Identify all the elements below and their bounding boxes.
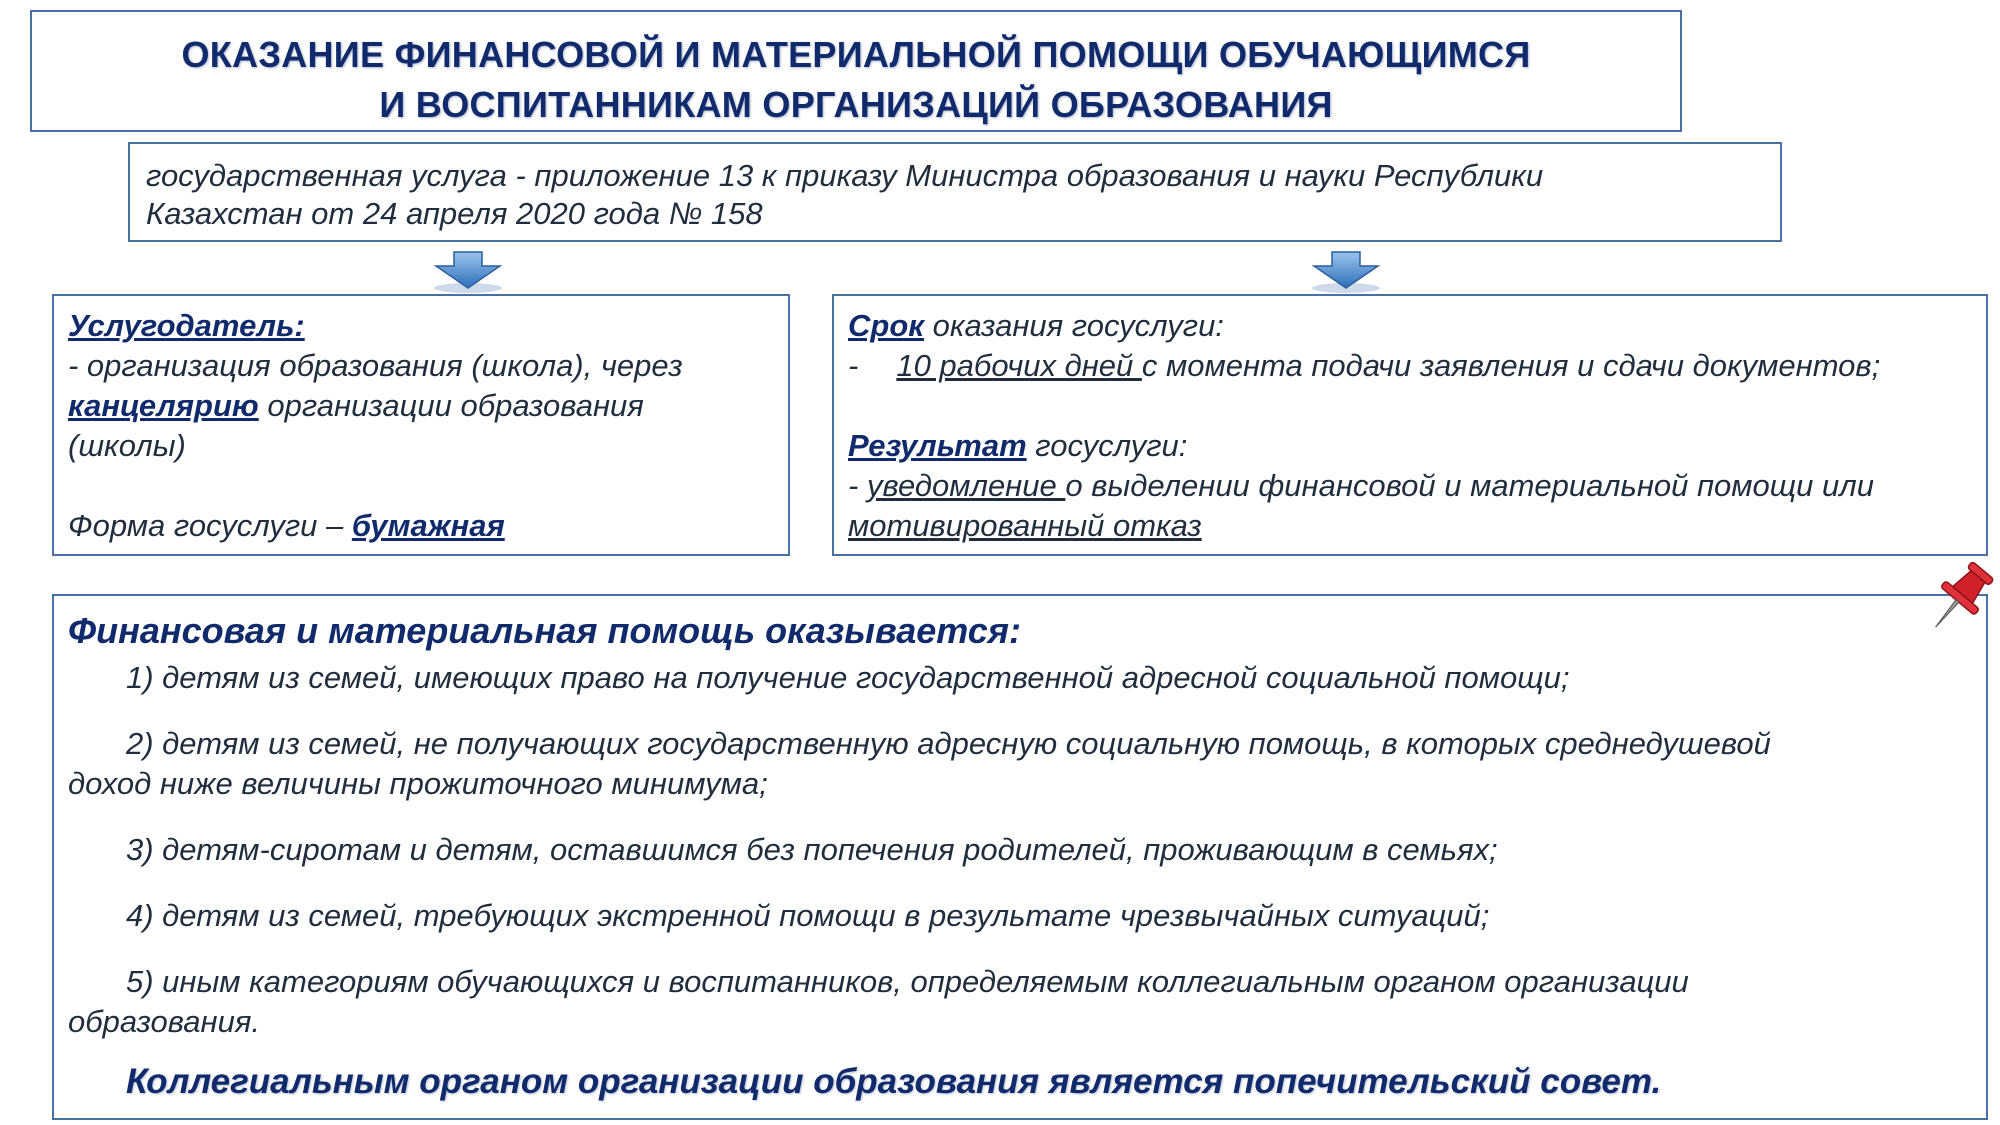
result-line1 <box>848 468 1874 504</box>
help-item-5-line2: образования. <box>68 1004 260 1039</box>
result-label-line <box>848 428 1187 464</box>
provider-line3: (школы) <box>68 428 186 463</box>
help-item-1: 1) детям из семей, имеющих право на получение государственной адресной социальной помощи; <box>126 660 1570 695</box>
service-form-value: бумажная <box>351 508 505 543</box>
term-label-line <box>848 308 1224 344</box>
result-notice: уведомление <box>866 468 1066 503</box>
help-item-2-line1: 2) детям из семей, не получающих государственную адресную социальную помощь, в которых среднедушевой <box>126 726 1771 761</box>
service-form-label: Форма госуслуги – <box>68 508 352 543</box>
provider-office-word: канцелярию <box>68 388 259 423</box>
title-box <box>30 10 1682 132</box>
term-label-rest: оказания госуслуги: <box>923 308 1224 343</box>
provider-line1: - организация образования (школа), через <box>68 348 683 383</box>
provider-label: Услугодатель: <box>68 308 305 343</box>
service-form-line <box>68 508 505 544</box>
result-line1-rest: о выделении финансовой и материальной помощи или <box>1065 468 1874 503</box>
help-item-5-line1: 5) иным категориям обучающихся и воспитанников, определяемым коллегиальным органом организации <box>126 964 1689 999</box>
arrow-down-icon <box>1308 250 1384 294</box>
help-heading: Финансовая и материальная помощь оказывается: <box>68 610 1021 651</box>
provider-line2 <box>68 388 644 424</box>
provider-label-line <box>68 308 305 344</box>
result-label-rest: госуслуги: <box>1026 428 1188 463</box>
result-label: Результат <box>848 428 1027 463</box>
page-title-line1: ОКАЗАНИЕ ФИНАНСОВОЙ И МАТЕРИАЛЬНОЙ ПОМОЩИ ОБУЧАЮЩИМСЯ <box>181 34 1531 75</box>
page-title-line2: И ВОСПИТАННИКАМ ОРГАНИЗАЦИЙ ОБРАЗОВАНИЯ <box>379 84 1333 125</box>
provider-line2-rest: организации образования <box>258 388 644 423</box>
service-provider-box <box>52 294 790 556</box>
help-item-2-line2: доход ниже величины прожиточного минимума; <box>68 766 768 801</box>
term-days: 10 рабочих дней <box>896 348 1142 383</box>
help-item-3: 3) детям-сиротам и детям, оставшимся без попечения родителей, проживающим в семьях; <box>126 832 1498 867</box>
legal-basis-box <box>128 142 1782 242</box>
pushpin-icon <box>1918 556 2000 640</box>
legal-basis-line2: Казахстан от 24 апреля 2020 года № 158 <box>146 196 763 231</box>
arrow-down-icon <box>430 250 506 294</box>
help-item-4: 4) детям из семей, требующих экстренной помощи в результате чрезвычайных ситуаций; <box>126 898 1490 933</box>
result-dash: - <box>848 468 867 503</box>
term-days-line <box>848 348 1880 384</box>
help-conclusion: Коллегиальным органом организации образования является попечительский совет. <box>126 1062 1662 1101</box>
term-label: Срок <box>848 308 924 343</box>
result-line2: мотивированный отказ <box>848 508 1202 543</box>
term-result-box <box>832 294 1988 556</box>
term-dash: - <box>848 348 859 383</box>
legal-basis-line1: государственная услуга - приложение 13 к приказу Министра образования и науки Республики <box>146 158 1544 193</box>
term-days-rest: с момента подачи заявления и сдачи документов; <box>1141 348 1881 383</box>
help-categories-box <box>52 594 1988 1120</box>
